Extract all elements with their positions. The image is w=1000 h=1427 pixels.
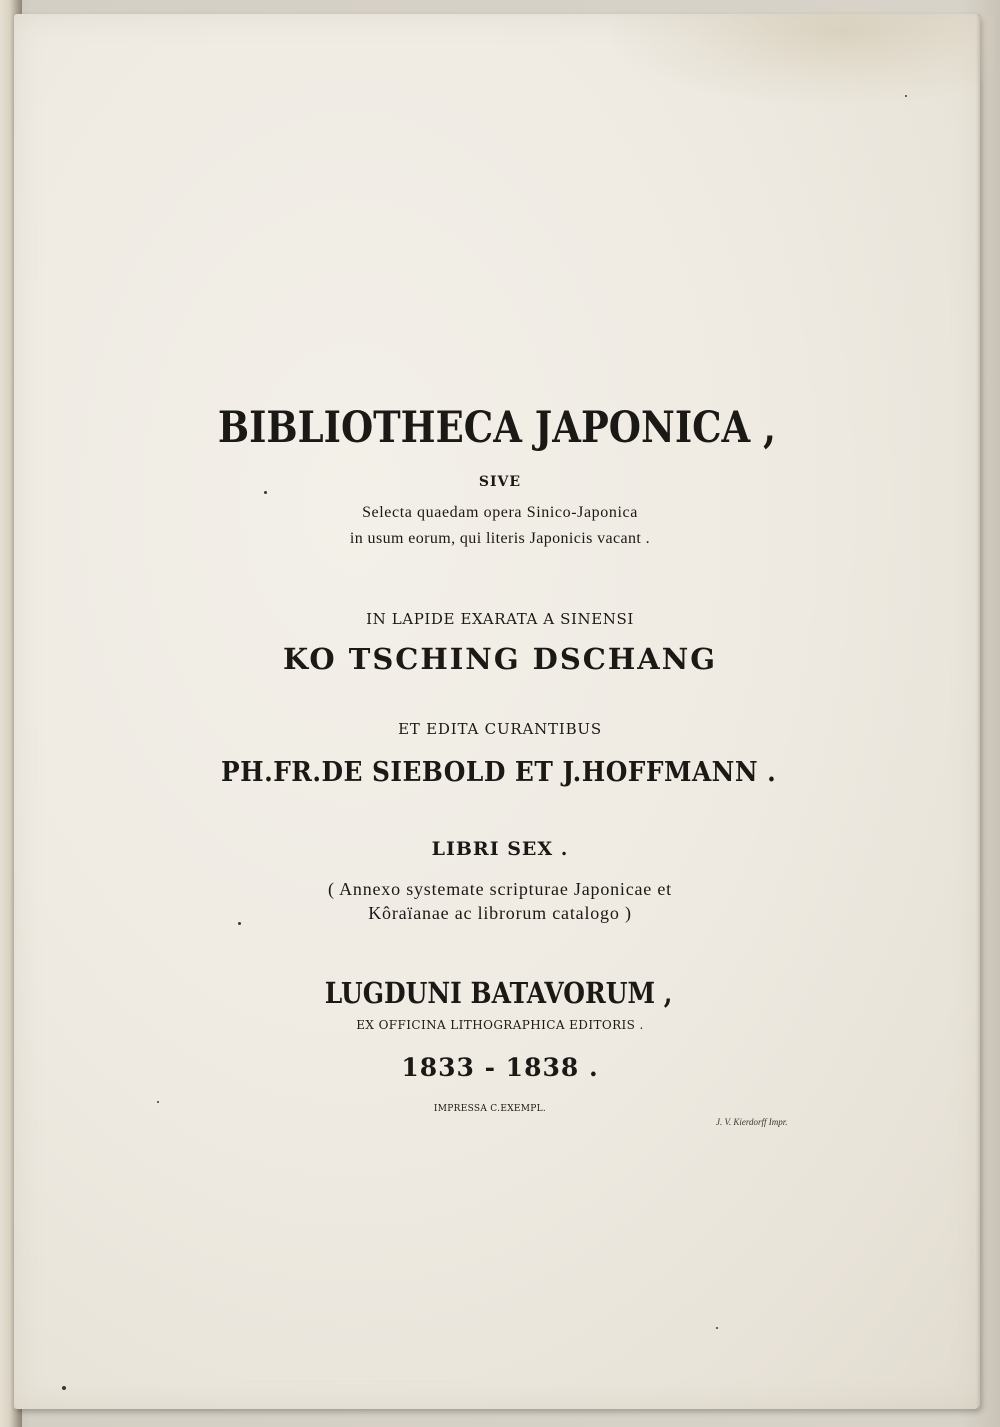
- editors-names: PH.FR.DE SIEBOLD ET J.HOFFMANN .: [221, 757, 777, 788]
- water-stain: [614, 14, 994, 104]
- inscription-intro: IN LAPIDE EXARATA A SINENSI: [366, 610, 634, 628]
- foxing-speck: [264, 491, 267, 494]
- foxing-speck: [157, 1101, 159, 1103]
- foxing-speck: [905, 95, 907, 97]
- publication-years: 1833 - 1838 .: [401, 1053, 599, 1082]
- engraver-name: KO TSCHING DSCHANG: [282, 642, 718, 676]
- edited-by-intro: ET EDITA CURANTIBUS: [398, 720, 602, 738]
- title-page: [14, 14, 980, 1409]
- annex-note-line-2: Kôraïanae ac librorum catalogo ): [368, 903, 632, 923]
- annex-note-line-1: ( Annexo systemate scripturae Japonicae et: [328, 879, 672, 899]
- foxing-speck: [238, 922, 241, 925]
- foxing-speck: [716, 1327, 718, 1329]
- subtitle-line-2: in usum eorum, qui literis Japonicis vacant .: [349, 530, 651, 547]
- sive-label: SIVE: [478, 474, 522, 490]
- printer-credit: J. V. Kierdorff Impr.: [716, 1117, 788, 1127]
- foxing-speck: [62, 1386, 66, 1390]
- subtitle-line-1: Selecta quaedam opera Sinico-Japonica: [362, 504, 638, 521]
- volumes-count: LIBRI SEX .: [431, 838, 569, 860]
- print-run-note: IMPRESSA C.EXEMPL.: [433, 1104, 547, 1114]
- page-edge-shadow: [976, 14, 980, 1409]
- book-title: BIBLIOTHECA JAPONICA ,: [217, 403, 776, 453]
- place-of-publication: LUGDUNI BATAVORUM ,: [324, 976, 673, 1010]
- publisher-line: EX OFFICINA LITHOGRAPHICA EDITORIS .: [356, 1018, 644, 1032]
